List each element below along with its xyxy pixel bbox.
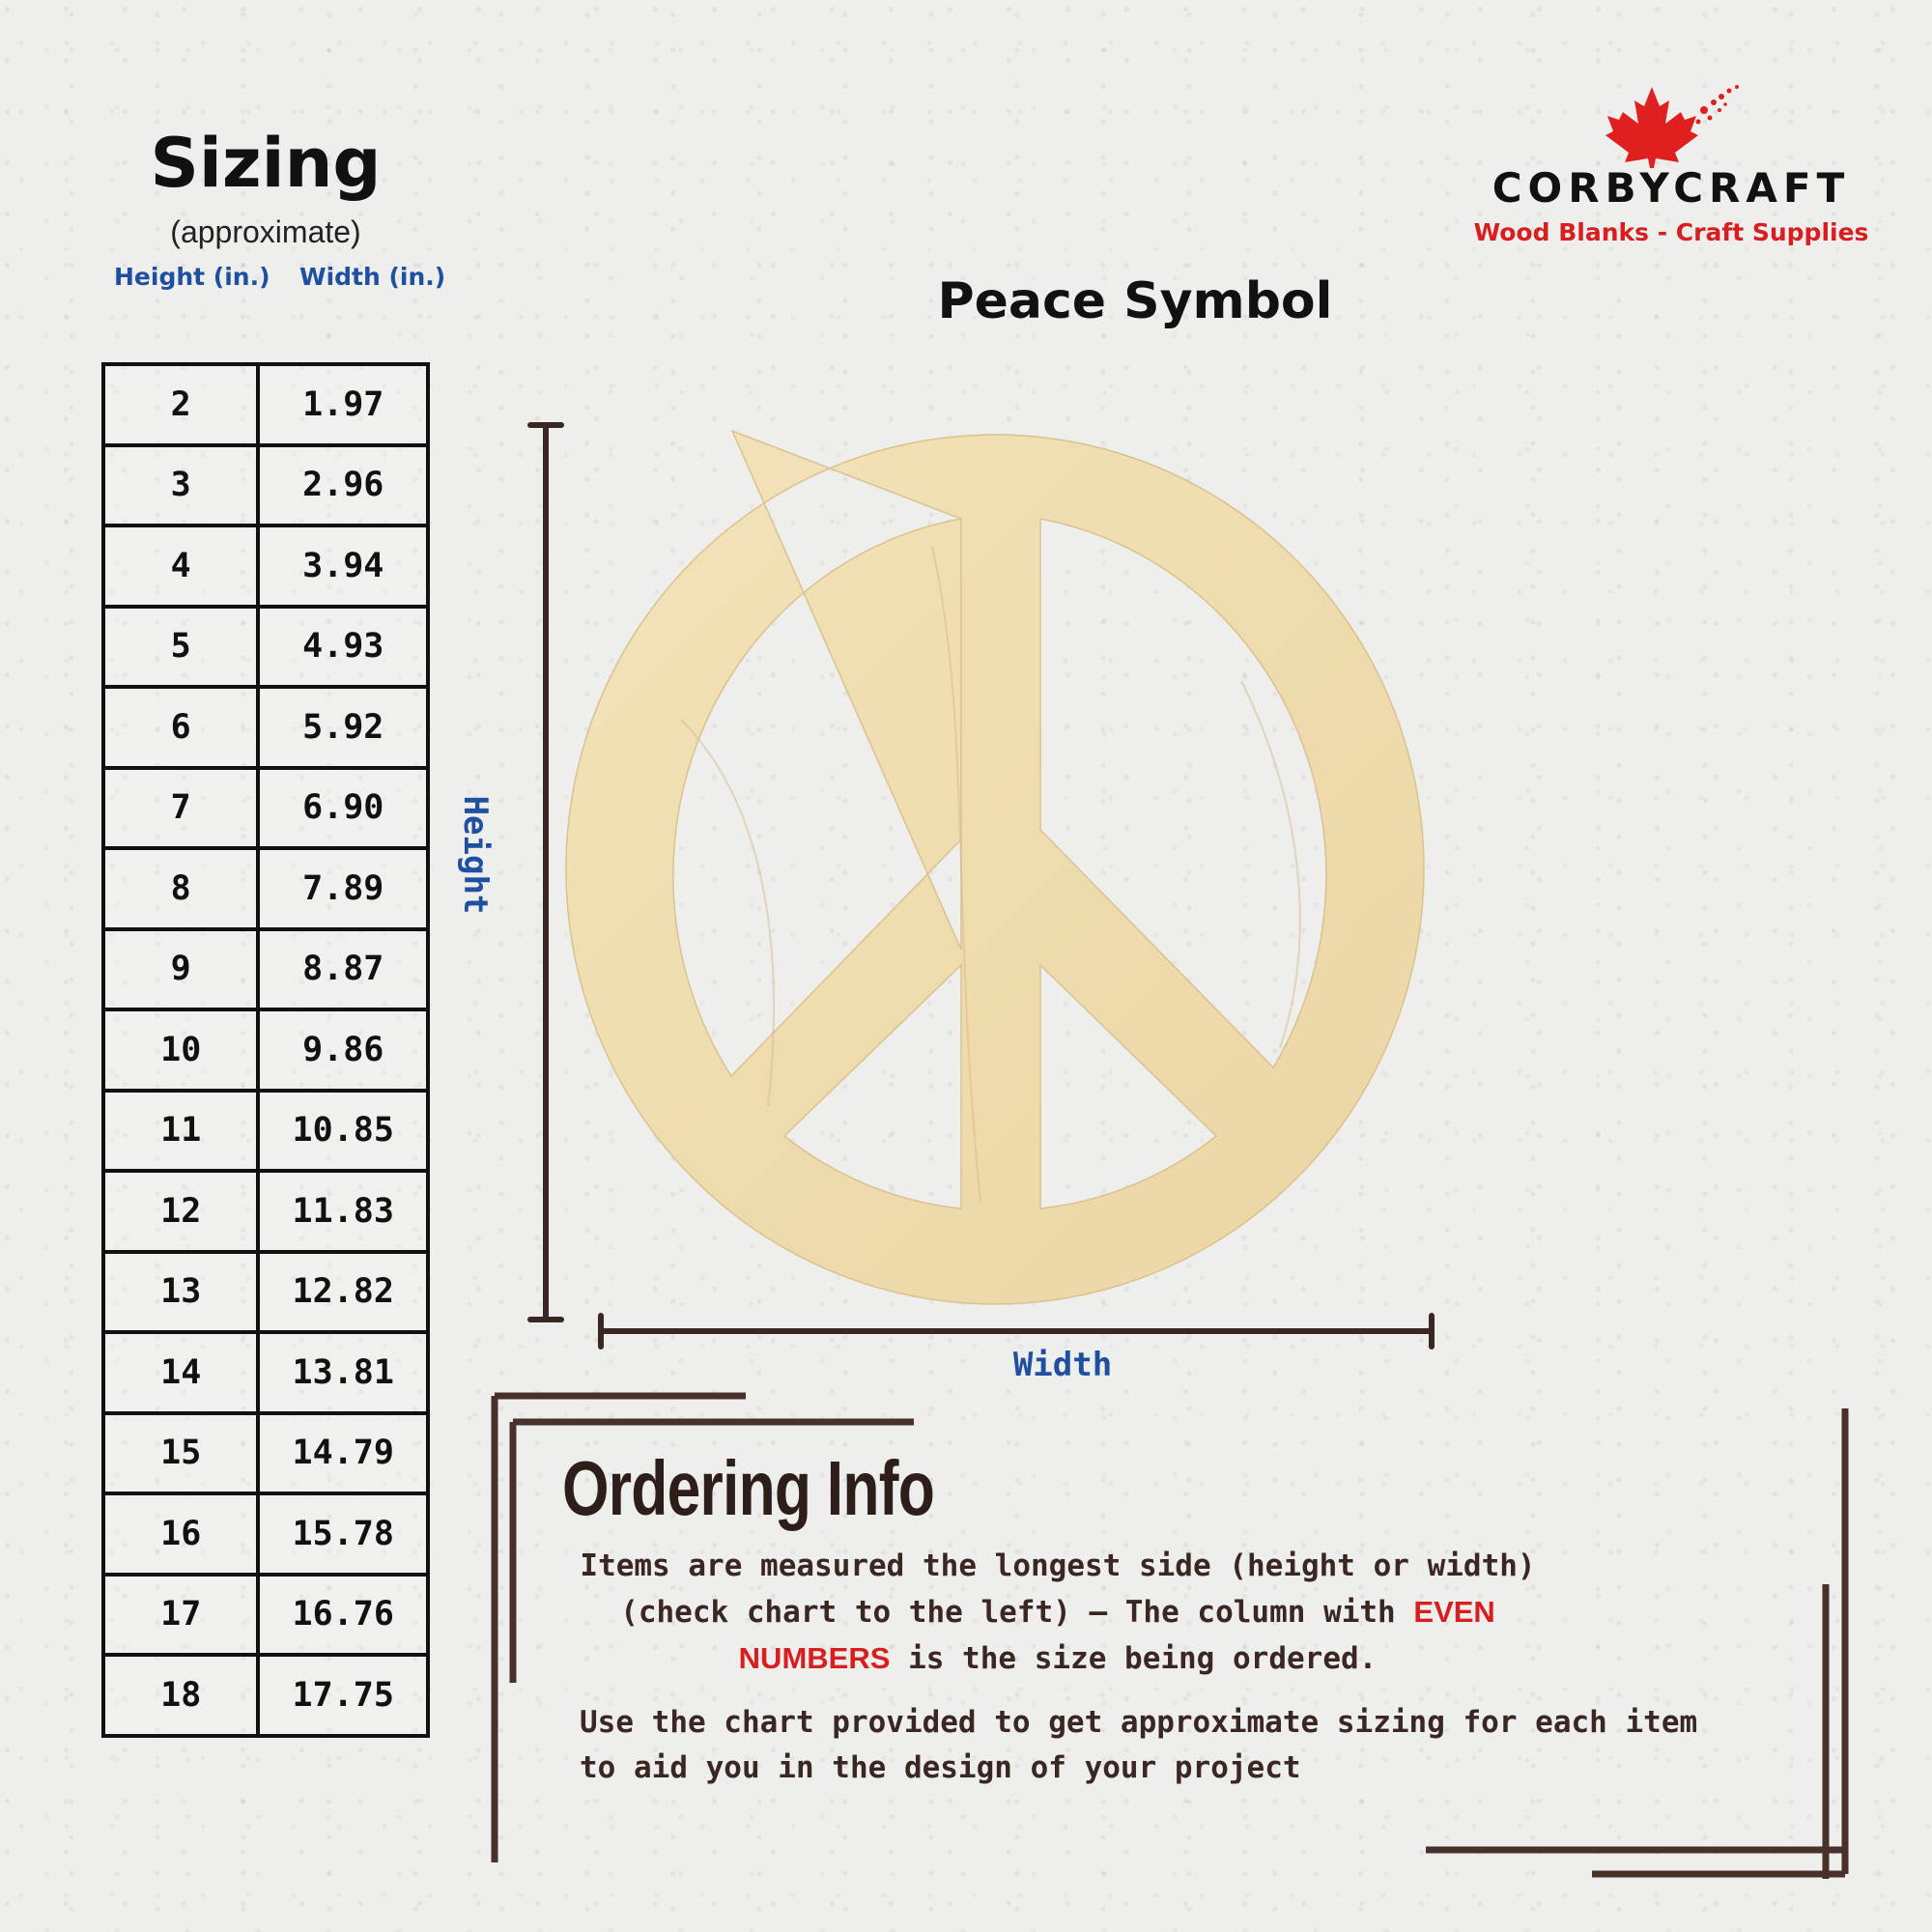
height-cell: 16 <box>103 1493 258 1575</box>
height-cell: 14 <box>103 1332 258 1413</box>
width-cell: 16.76 <box>258 1575 428 1656</box>
width-cell: 9.86 <box>258 1009 428 1091</box>
height-cell: 9 <box>103 929 258 1010</box>
width-cell: 1.97 <box>258 364 428 445</box>
height-cell: 4 <box>103 526 258 607</box>
height-cell: 8 <box>103 848 258 929</box>
ordering-text-after: is the size being ordered. <box>890 1641 1378 1676</box>
width-cell: 2.96 <box>258 445 428 526</box>
sizing-title: Sizing <box>150 124 382 203</box>
height-cell: 15 <box>103 1413 258 1494</box>
height-cell: 10 <box>103 1009 258 1091</box>
width-cell: 3.94 <box>258 526 428 607</box>
width-cell: 7.89 <box>258 848 428 929</box>
width-cell: 5.92 <box>258 687 428 768</box>
ordering-paragraph-1 <box>570 1544 1546 1682</box>
height-cell: 2 <box>103 364 258 445</box>
height-cell: 5 <box>103 607 258 688</box>
width-cell: 8.87 <box>258 929 428 1010</box>
height-cell: 11 <box>103 1091 258 1172</box>
brand-name: CORBYCRAFT <box>1492 164 1851 212</box>
width-cell: 12.82 <box>258 1252 428 1333</box>
height-cell: 18 <box>103 1655 258 1736</box>
width-cell: 17.75 <box>258 1655 428 1736</box>
height-cell: 7 <box>103 768 258 849</box>
height-cell: 3 <box>103 445 258 526</box>
width-cell: 11.83 <box>258 1171 428 1252</box>
column-header-width: Width (in.) <box>299 263 446 291</box>
column-header-height: Height (in.) <box>114 263 270 291</box>
sizing-subtitle: (approximate) <box>170 214 361 249</box>
even-numbers-highlight: EVEN NUMBERS <box>738 1595 1495 1675</box>
ordering-title: Ordering Info <box>562 1445 935 1531</box>
brand-tagline: Wood Blanks - Craft Supplies <box>1473 218 1869 246</box>
width-cell: 4.93 <box>258 607 428 688</box>
height-cell: 12 <box>103 1171 258 1252</box>
width-cell: 14.79 <box>258 1413 428 1494</box>
height-label: Height <box>456 795 495 915</box>
height-cell: 13 <box>103 1252 258 1333</box>
height-cell: 6 <box>103 687 258 768</box>
width-cell: 15.78 <box>258 1493 428 1575</box>
width-cell: 6.90 <box>258 768 428 849</box>
width-label: Width <box>1012 1346 1113 1384</box>
peace-symbol-icon <box>565 430 1435 1309</box>
ordering-text-before: Items are measured the longest side (height or width) (check chart to the left) – The column with <box>580 1548 1536 1630</box>
ordering-paragraph-2: Use the chart provided to get approximate sizing for each item to aid you in the design of your project <box>580 1705 1698 1785</box>
height-cell: 17 <box>103 1575 258 1656</box>
width-cell: 13.81 <box>258 1332 428 1413</box>
product-title: Peace Symbol <box>937 272 1333 330</box>
width-cell: 10.85 <box>258 1091 428 1172</box>
